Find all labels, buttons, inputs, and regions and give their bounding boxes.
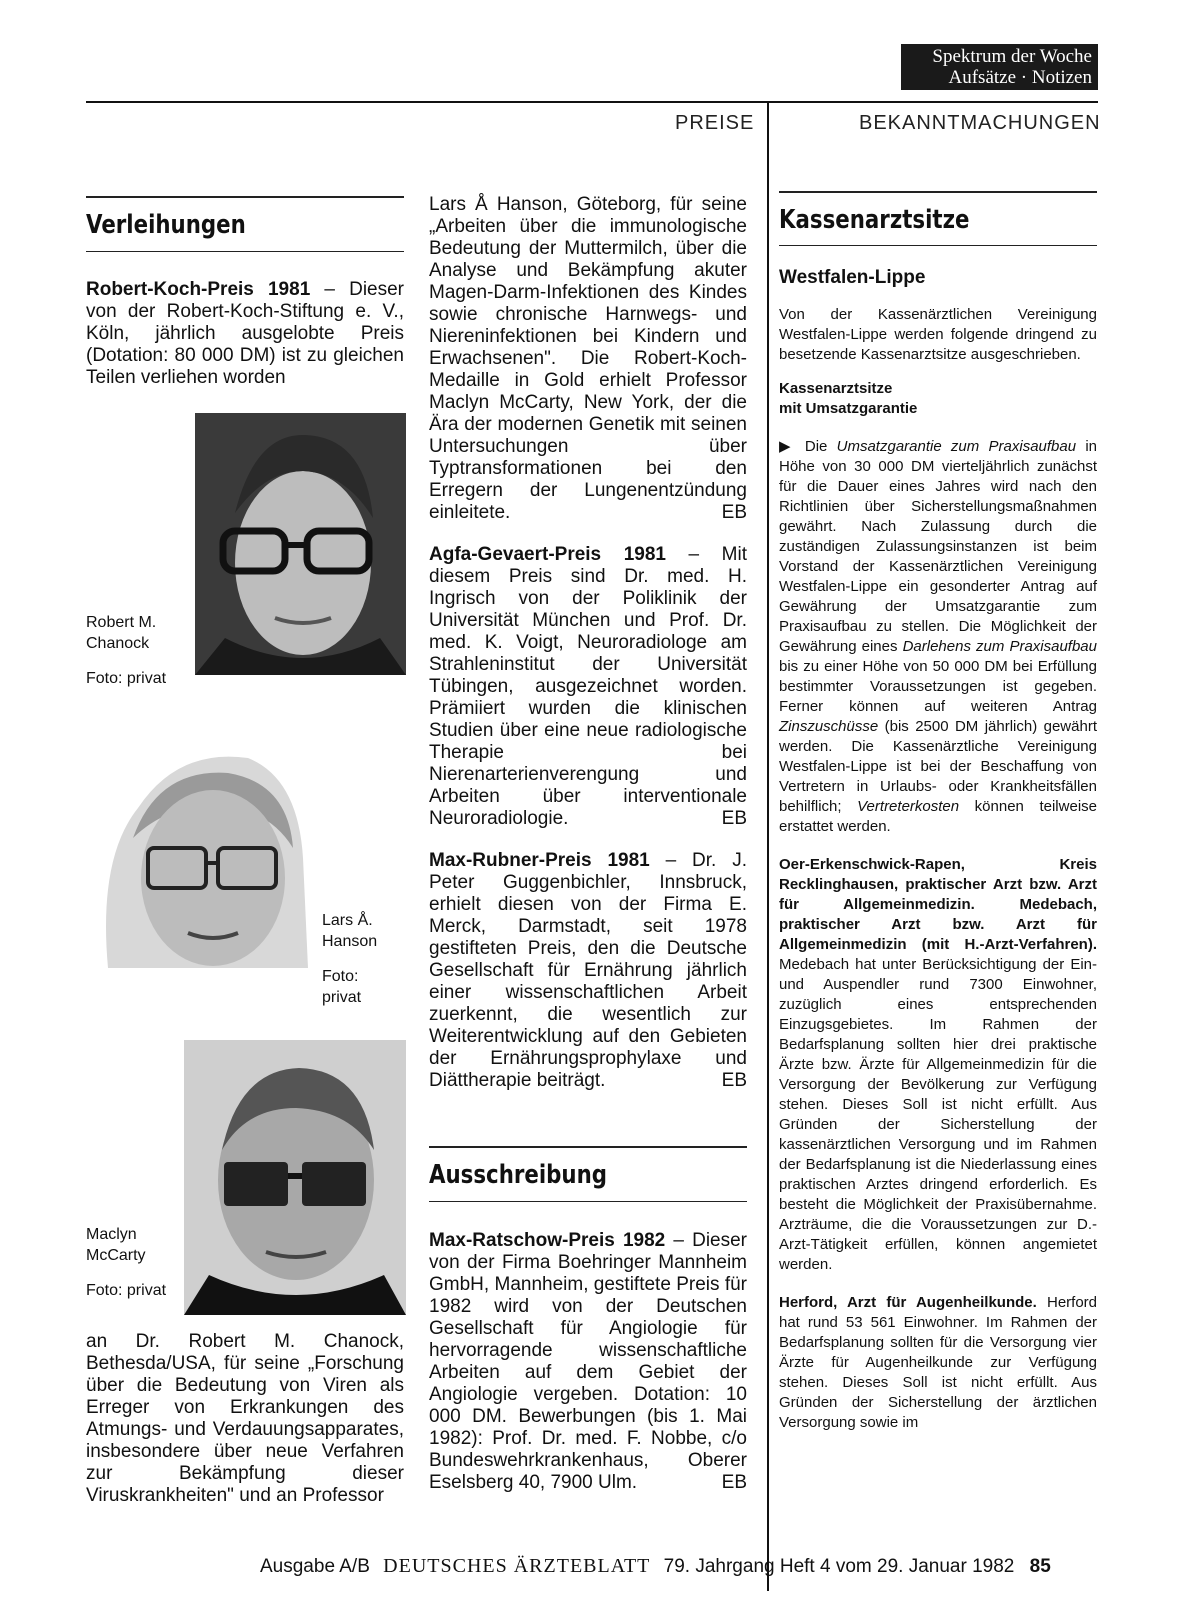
section-badge bbox=[901, 44, 1098, 90]
p1-e: können teilweise erstattet werden. bbox=[779, 798, 1097, 835]
rubner-title: Max-Rubner-Preis 1981 bbox=[429, 850, 650, 871]
heading2-rule-bottom bbox=[429, 1201, 747, 1202]
footer-issue: 79. Jahrgang Heft 4 vom 29. Januar 1982 bbox=[663, 1556, 1015, 1577]
signature-eb: EB bbox=[721, 1070, 747, 1091]
p3-bold: Herford, Arzt für Augenheilkunde. bbox=[779, 1294, 1037, 1311]
page-number: 85 bbox=[1029, 1556, 1051, 1577]
caption-mccarty-name: Maclyn McCarty bbox=[86, 1226, 146, 1264]
herford-paragraph bbox=[779, 1293, 1097, 1433]
caption-hanson-credit: Foto: privat bbox=[322, 968, 362, 1006]
p2-body: Medebach hat unter Berücksichtigung der Ein- und Auspendler rund 7300 Einwohner, zuzüglich eines entsprechenden Einzugsgebietes. Im Rahmen der Bedarfsplanung sollten hier drei praktische Ärzte bzw. Ärzte für Allgemeinmedizin für die Versorgung der Bevölkerung zur Verfügung stehen. Dieses Soll ist nicht erfüllt. Aus Gründen der Sicherstellung der kassenärztlichen Versorgung und im Rahmen der Bedarfsplanung ist die Niederlassung eines praktischen Arztes dringend erforderlich. Es besteht die Möglichkeit der Praxisübernahme. Arzträume, die die Voraussetzungen zur D.-Arzt-Tätigkeit erfüllen, können angemietet werden. bbox=[779, 956, 1097, 1273]
heading-rule-top bbox=[86, 196, 404, 198]
caption-chanock bbox=[86, 612, 191, 689]
photo-hanson bbox=[98, 738, 318, 968]
box-title bbox=[779, 379, 1097, 419]
header-rule bbox=[86, 101, 1098, 103]
triangle-bullet-icon: ▶ bbox=[779, 438, 805, 455]
p1-i3: Zinszuschüsse bbox=[779, 718, 879, 735]
section-label-bekanntmachungen: BEKANNTMACHUNGEN bbox=[859, 112, 1101, 134]
caption-chanock-name: Robert M. Chanock bbox=[86, 614, 157, 652]
p1-d: (bis 2500 DM jährlich) gewährt werden. Die Kassenärztliche Vereinigung Westfalen-Lippe ist bei der Beschaffung von Vertretern in Urlaubs- oder Krankheitsfällen behilflich; bbox=[779, 718, 1097, 815]
caption-mccarty-credit: Foto: privat bbox=[86, 1282, 167, 1299]
robert-koch-intro-text: – Dieser von der Robert-Koch-Stiftung e. V., Köln, jährlich ausgelobte Preis (Dotation: 80 000 DM) ist zu gleichen Teilen verliehen worden bbox=[86, 279, 405, 388]
subheading-westfalen-lippe: Westfalen-Lippe bbox=[779, 267, 926, 288]
heading2-rule-top bbox=[429, 1146, 747, 1148]
intro-text: Von der Kassenärztlichen Vereinigung Westfalen-Lippe werden folgende dringend zu besetzende Kassenarztsitze ausgeschrieben. bbox=[779, 306, 1097, 363]
agfa-body: – Mit diesem Preis sind Dr. med. H. Ingrisch von der Poliklinik der Universität München und Prof. Dr. med. K. Voigt, Neuroradiologe am Strahleninstitut der Universität Tübingen, ausgezeichnet worden. Prämiiert wurden die klinischen Studien über eine neue radiologische Therapie bei Nierenarterienverengung und Arbeiten über interventionale Neuroradiologie. bbox=[429, 544, 748, 829]
p2-bold: Oer-Erkenschwick-Rapen, Kreis Recklinghausen, praktischer Arzt bzw. Arzt für Allgemeinmedizin. Medebach, praktischer Arzt bzw. Arzt für Allgemeinmedizin (mit H.-Arzt-Verfahren). bbox=[779, 856, 1097, 953]
caption-hanson-name: Lars Å. Hanson bbox=[322, 912, 378, 950]
badge-line-1: Spektrum der Woche bbox=[932, 46, 1092, 67]
ratschow-body: – Dieser von der Firma Boehringer Mannheim GmbH, Mannheim, gestiftete Preis für 1982 wird von der Deutschen Gesellschaft für Angiologie für hervorragende wissenschaftliche Arbeiten auf dem Gebiet der Angiologie vergeben. Dotation: 10 000 DM. Bewerbungen (bis 1. Mai 1982): Prof. Dr. med. F. Nobbe, c/o Bundeswehrkrankenhaus, Oberer Eselsberg 40, 7900 Ulm. bbox=[429, 1230, 747, 1493]
right-column-text bbox=[779, 305, 1097, 1433]
section-label-preise: PREISE bbox=[675, 112, 755, 134]
p3-body: Herford hat rund 53 561 Einwohner. Im Rahmen der Bedarfsplanung sollten für die Versorgung vier Ärzte für Augenheilkunde zur Verfügung stehen. Dieses Soll ist nicht erfüllt. Aus Gründen der Sicherstellung der ärztlichen Versorgung sowie im bbox=[779, 1294, 1098, 1431]
right-heading-rule-bottom bbox=[779, 245, 1097, 246]
ratschow-title: Max-Ratschow-Preis 1982 bbox=[429, 1230, 666, 1251]
caption-hanson bbox=[322, 910, 402, 1008]
p1-i4: Vertreterkosten bbox=[857, 798, 960, 815]
robert-koch-continuation bbox=[86, 1331, 404, 1507]
robert-koch-intro bbox=[86, 279, 404, 389]
signature-eb: EB bbox=[721, 808, 747, 829]
robert-koch-title: Robert-Koch-Preis 1981 bbox=[86, 279, 311, 300]
footer-edition: Ausgabe A/B bbox=[260, 1556, 370, 1577]
ratschow-block bbox=[429, 1230, 747, 1494]
medebach-paragraph bbox=[779, 855, 1097, 1275]
umsatzgarantie-paragraph bbox=[779, 437, 1097, 837]
rubner-body: – Dr. J. Peter Guggenbichler, Innsbruck, erhielt diesen von der Firma E. Merck, Darmstadt, seit 1978 gestifteten Preis, den die Deutsche Gesellschaft für Ernährung jährlich einer wissenschaftlichen Arbeit zuerkennt, die wesentlich zur Weiterentwicklung auf den Gebieten der Ernährungsprophylaxe und Diättherapie beiträgt. bbox=[429, 850, 747, 1091]
signature-eb: EB bbox=[721, 502, 747, 523]
badge-line-2: Aufsätze · Notizen bbox=[948, 67, 1092, 88]
heading-verleihungen: Verleihungen bbox=[86, 210, 246, 240]
heading-kassenarztsitze: Kassenarztsitze bbox=[779, 205, 970, 235]
photo-mccarty bbox=[184, 1040, 406, 1315]
p1-b: in Höhe von 30 000 DM vierteljährlich zunächst für die Dauer eines Jahres wird nach den Richtlinien über Sicherstellungsmaßnahmen gewährt. Nach Zulassung durch die zuständigen Zulassungsinstanzen ist beim Vorstand der Kassenärztlichen Vereinigung Westfalen-Lippe ein gesonderter Antrag auf Gewährung der Umsatzgarantie zum Praxisaufbau zu stellen. Die Möglichkeit der Gewährung eines bbox=[779, 438, 1098, 655]
signature-eb: EB bbox=[721, 1472, 747, 1493]
caption-mccarty bbox=[86, 1224, 181, 1301]
box-title-line2: mit Umsatzgarantie bbox=[779, 400, 918, 417]
photo-chanock bbox=[195, 413, 406, 675]
p1-a: Die bbox=[804, 438, 837, 455]
heading-ausschreibung: Ausschreibung bbox=[429, 1160, 608, 1190]
agfa-title: Agfa-Gevaert-Preis 1981 bbox=[429, 544, 666, 565]
p1-c: bis zu einer Höhe von 50 000 DM bei Erfüllung bestimmter Voraussetzungen ist gegeben. Ferner können auf weiteren Antrag bbox=[779, 658, 1097, 715]
heading-rule-bottom bbox=[86, 251, 404, 252]
right-heading-rule-top bbox=[779, 191, 1097, 193]
footer bbox=[260, 1555, 1051, 1578]
column-divider bbox=[767, 101, 769, 1591]
robert-koch-end-text: Lars Å Hanson, Göteborg, für seine „Arbeiten über die immunologische Bedeutung der Muttermilch, über die Analyse und Bekämpfung akuter Magen-Darm-Infektionen des Kindes sowie chronische Harnwegs- und Niereninfektionen bei Kindern und Erwachsenen". Die Robert-Koch-Medaille in Gold erhielt Professor Maclyn McCarty, New York, der die Ära der modernen Genetik mit seinen Untersuchungen über Typtransformationen bei den Erregern der Lungenentzündung einleitete. bbox=[429, 194, 747, 523]
p1-i1: Umsatzgarantie zum Praxisaufbau bbox=[836, 438, 1077, 455]
p1-i2: Darlehens zum Praxisaufbau bbox=[902, 638, 1097, 655]
caption-chanock-credit: Foto: privat bbox=[86, 670, 167, 687]
footer-magazine: DEUTSCHES ÄRZTEBLATT bbox=[383, 1555, 651, 1577]
robert-koch-cont-text: an Dr. Robert M. Chanock, Bethesda/USA, für seine „Forschung über die Bedeutung von Viren als Erreger von Erkrankungen des Atmungs- und Verdauungsapparates, insbesondere über neue Verfahren zur Bekämpfung dieser Viruskrankheiten" und an Professor bbox=[86, 1331, 404, 1506]
box-title-line1: Kassenarztsitze bbox=[779, 380, 893, 397]
middle-column bbox=[429, 194, 747, 1092]
